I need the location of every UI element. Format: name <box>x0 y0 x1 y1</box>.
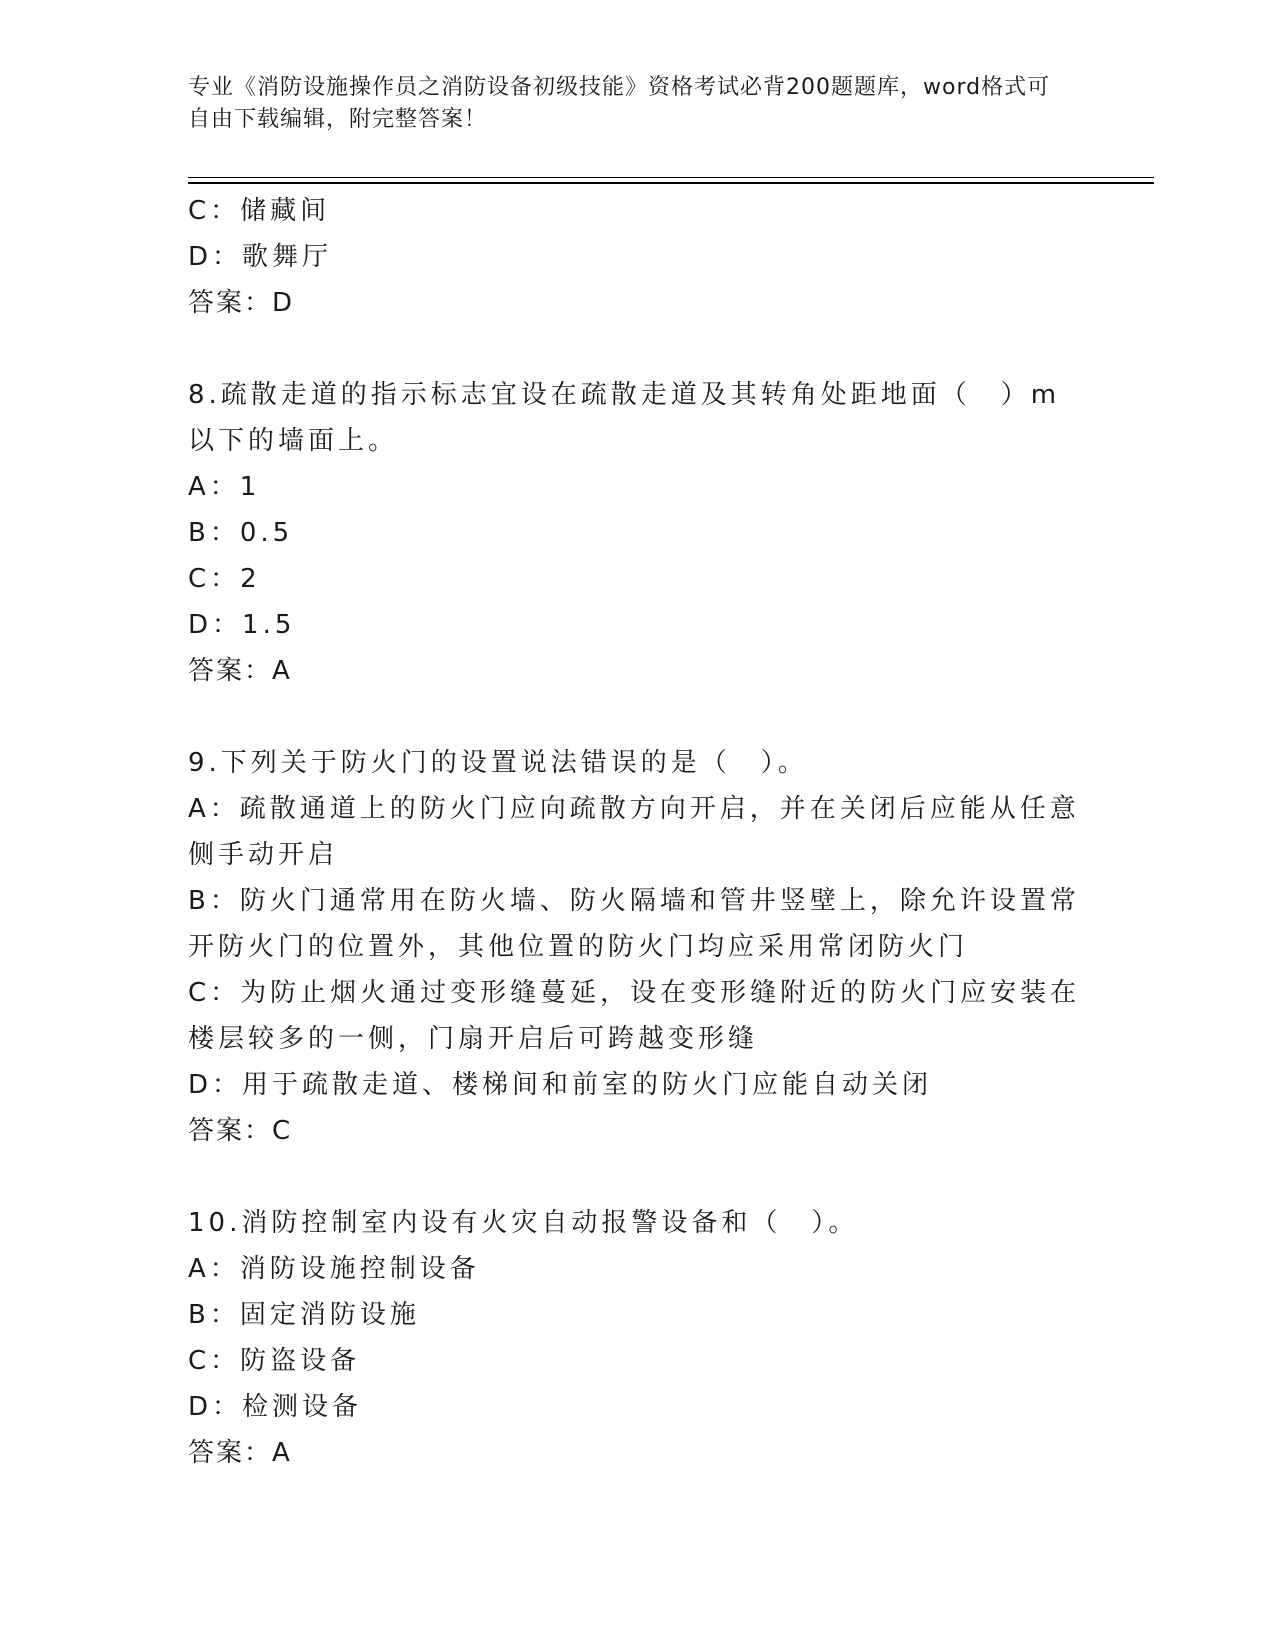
answer-line: 答案：A <box>188 1438 292 1468</box>
question-text: 9.下列关于防火门的设置说法错误的是（ ）。 <box>188 748 808 778</box>
question-block <box>188 1200 1088 1476</box>
answer-line: 答案：A <box>188 656 292 686</box>
option-d: D：检测设备 <box>188 1392 363 1422</box>
answer-line: 答案：D <box>188 288 295 318</box>
question-text: 8.疏散走道的指示标志宜设在疏散走道及其转角处距地面（ ）m以下的墙面上。 <box>188 380 1061 456</box>
answer-line: 答案：C <box>188 1116 293 1146</box>
option-a: A：消防设施控制设备 <box>188 1254 480 1284</box>
question-block <box>188 740 1088 1154</box>
spacer <box>188 1154 1088 1200</box>
option-c: C：为防止烟火通过变形缝蔓延，设在变形缝附近的防火门应安装在楼层较多的一侧，门扇开启后可跨越变形缝 <box>188 978 1081 1054</box>
spacer <box>188 694 1088 740</box>
question-content <box>188 188 1088 1476</box>
option-d: D：1.5 <box>188 610 296 640</box>
question-block <box>188 372 1088 694</box>
option-b: B：防火门通常用在防火墙、防火隔墙和管井竖壁上，除允许设置常开防火门的位置外，其他位置的防火门均应采用常闭防火门 <box>188 886 1080 962</box>
page-header-title: 专业《消防设施操作员之消防设备初级技能》资格考试必背200题题库，word格式可自由下载编辑，附完整答案！ <box>188 75 1051 132</box>
question-text: 10.消防控制室内设有火灾自动报警设备和（ ）。 <box>188 1208 859 1238</box>
header-divider-thick <box>188 182 1154 184</box>
option-a: A：疏散通道上的防火门应向疏散方向开启，并在关闭后应能从任意侧手动开启 <box>188 794 1080 870</box>
option-c: C：防盗设备 <box>188 1346 361 1376</box>
option-a: A：1 <box>188 472 261 502</box>
option-c: C：储藏间 <box>188 196 331 226</box>
option-c: C：2 <box>188 564 261 594</box>
spacer <box>188 326 1088 372</box>
option-d: D：用于疏散走道、楼梯间和前室的防火门应能自动关闭 <box>188 1070 933 1100</box>
option-b: B：固定消防设施 <box>188 1300 420 1330</box>
option-b: B：0.5 <box>188 518 294 548</box>
option-d: D：歌舞厅 <box>188 242 333 272</box>
header-divider-thin <box>188 177 1154 178</box>
